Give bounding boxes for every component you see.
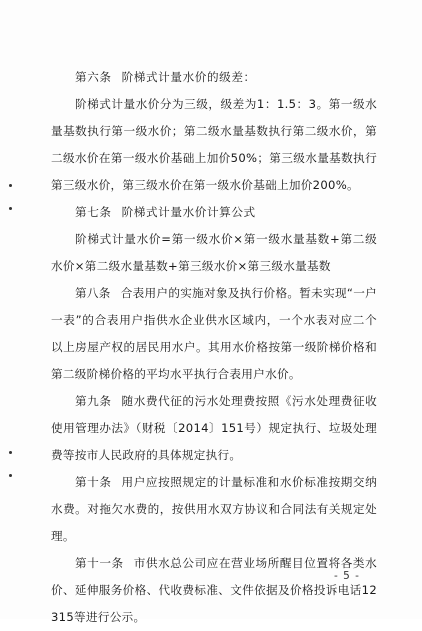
article-10 — [51, 469, 377, 550]
binding-hole-mark — [9, 451, 12, 454]
article-number: 第六条 — [75, 70, 112, 84]
article-number: 第十条 — [75, 475, 112, 489]
article-text: 用户应按照规定的计量标准和水价标准按期交纳水费。对拖欠水费的，按供用水双方协议和合同法有关规定处理。 — [51, 475, 377, 543]
article-9 — [51, 388, 377, 469]
page-number: - 5 - — [334, 570, 360, 582]
document-body — [51, 64, 377, 631]
article-6-heading — [51, 64, 377, 91]
article-text: 阶梯式计量水价计算公式 — [121, 205, 256, 219]
article-number: 第十一条 — [75, 556, 124, 570]
article-8 — [51, 280, 377, 388]
article-text: 随水费代征的污水处理费按照《污水处理费征收使用管理办法》（财税〔2014〕151号）规定执行、垃圾处理费等按市人民政府的具体规定执行。 — [51, 394, 377, 462]
paragraph-text: 阶梯式计量水价分为三级，级差为1：1.5：3。第一级水量基数执行第一级水价；第二级水量基数执行第二级水价，第二级水价在第一级水价基础上加价50%；第三级水量基数执行第三级水价，第三级水价在第一级水价基础上加价200%。 — [51, 97, 377, 192]
article-text: 合表用户的实施对象及执行价格。暂未实现“一户一表”的合表用户指供水企业供水区域内，一个水表对应二个以上房屋产权的居民用水户。其用水价格按第一级阶梯价格和第二级阶梯价格的平均水平执行合表用户水价。 — [51, 286, 378, 381]
article-number: 第七条 — [75, 205, 112, 219]
binding-hole-mark — [9, 207, 12, 210]
binding-hole-mark — [9, 474, 12, 477]
article-7-formula — [51, 226, 377, 280]
article-text: 市供水总公司应在营业场所醒目位置将各类水价、延伸服务价格、代收费标准、文件依据及价格投诉电话12315等进行公示。 — [51, 556, 377, 624]
paragraph-text: 阶梯式计量水价=第一级水价×第一级水量基数+第二级水价×第二级水量基数+第三级水价×第三级水量基数 — [51, 232, 377, 273]
article-text: 阶梯式计量水价的级差： — [121, 70, 256, 84]
article-6-body — [51, 91, 377, 199]
article-number: 第九条 — [75, 394, 112, 408]
article-7-heading — [51, 199, 377, 226]
article-number: 第八条 — [75, 286, 111, 300]
binding-hole-mark — [9, 184, 12, 187]
